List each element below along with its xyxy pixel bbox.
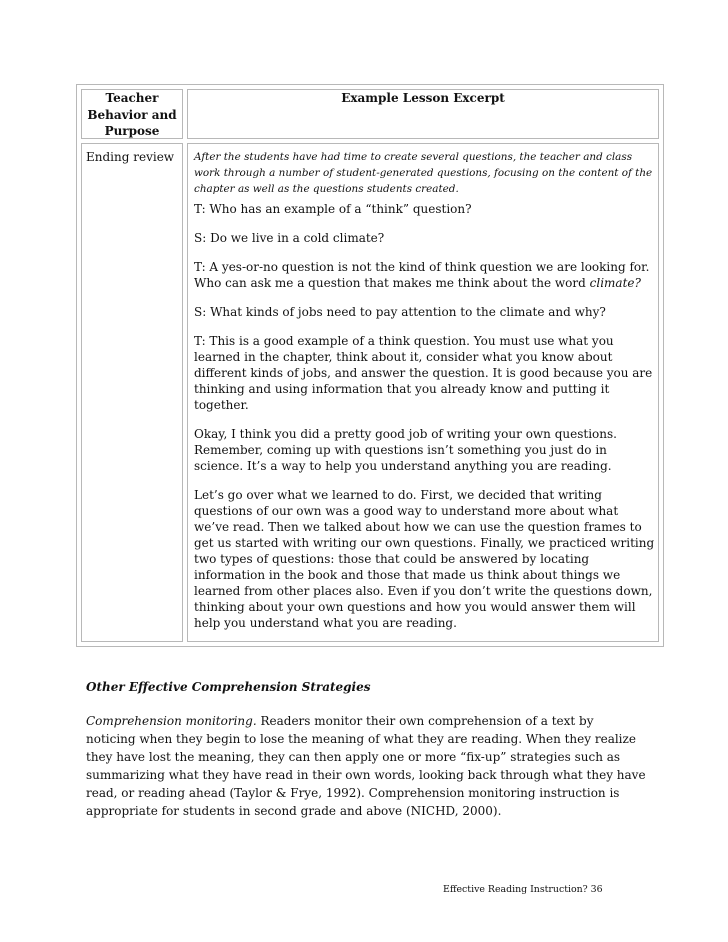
paragraph-text: Readers monitor their own comprehension of a text by noticing when they begin to lose the meaning of what they are reading. When they realize they have lost the meaning, they can then apply one or more “fix-up” strategies such as summarizing what they have read in their own words, looking back through what they have read, or reading ahead (Taylor & Frye, 1992). Comprehension monitoring instruction is appropriate for students in second grade and above (NICHD, 2000).: [86, 714, 646, 818]
dialogue-line: S: Do we live in a cold climate?: [194, 231, 385, 245]
term-label: Comprehension monitoring.: [86, 714, 257, 728]
column-header-teacher-behavior: Teacher Behavior and Purpose: [87, 91, 177, 138]
dialogue-line: Let’s go over what we learned to do. First, we decided that writing questions of our own was a good way to understand more about what we’ve read. Then we talked about how we can use the question frames to get us started with writing our own questions. Finally, we practiced writing two types of questions: those that could be answered by locating information in the book and those that made us think about things we learned from other places also. Even if you don’t write the questions down, thinking about your own questions and how you would answer them will help you understand what you are reading.: [194, 488, 655, 630]
section-paragraph: [86, 712, 646, 820]
dialogue-line: T: This is a good example of a think question. You must use what you learned in the chapter, think about it, consider what you know about different kinds of jobs, and answer the question. It is good because you are thinking and using information that you already know and putting it together.: [194, 334, 653, 412]
lesson-excerpt: [194, 149, 656, 644]
dialogue-line: S: What kinds of jobs need to pay attention to the climate and why?: [194, 305, 606, 319]
lesson-intro: After the students have had time to create several questions, the teacher and class work through a number of student-generated questions, focusing on the content of the chapter as well as the questions students created.: [194, 151, 653, 195]
dialogue-text: T: A yes-or-no question is not the kind of think question we are looking for. Who can ask me a question that makes me think about the word: [194, 260, 650, 290]
dialogue-line: Okay, I think you did a pretty good job of writing your own questions. Remember, coming up with questions isn’t something you just do in science. It’s a way to help you understand anything you are reading.: [194, 427, 617, 473]
row-label-ending-review: Ending review: [86, 150, 175, 164]
body-cell-behavior: [81, 143, 183, 642]
dialogue-line: T: Who has an example of a “think” question?: [194, 202, 472, 216]
section-heading: Other Effective Comprehension Strategies: [86, 680, 371, 694]
dialogue-line: [194, 259, 656, 291]
column-header-lesson-excerpt: Example Lesson Excerpt: [341, 91, 505, 105]
dialogue-emphasis: climate?: [589, 276, 641, 290]
page-footer: Effective Reading Instruction? 36: [443, 884, 603, 895]
